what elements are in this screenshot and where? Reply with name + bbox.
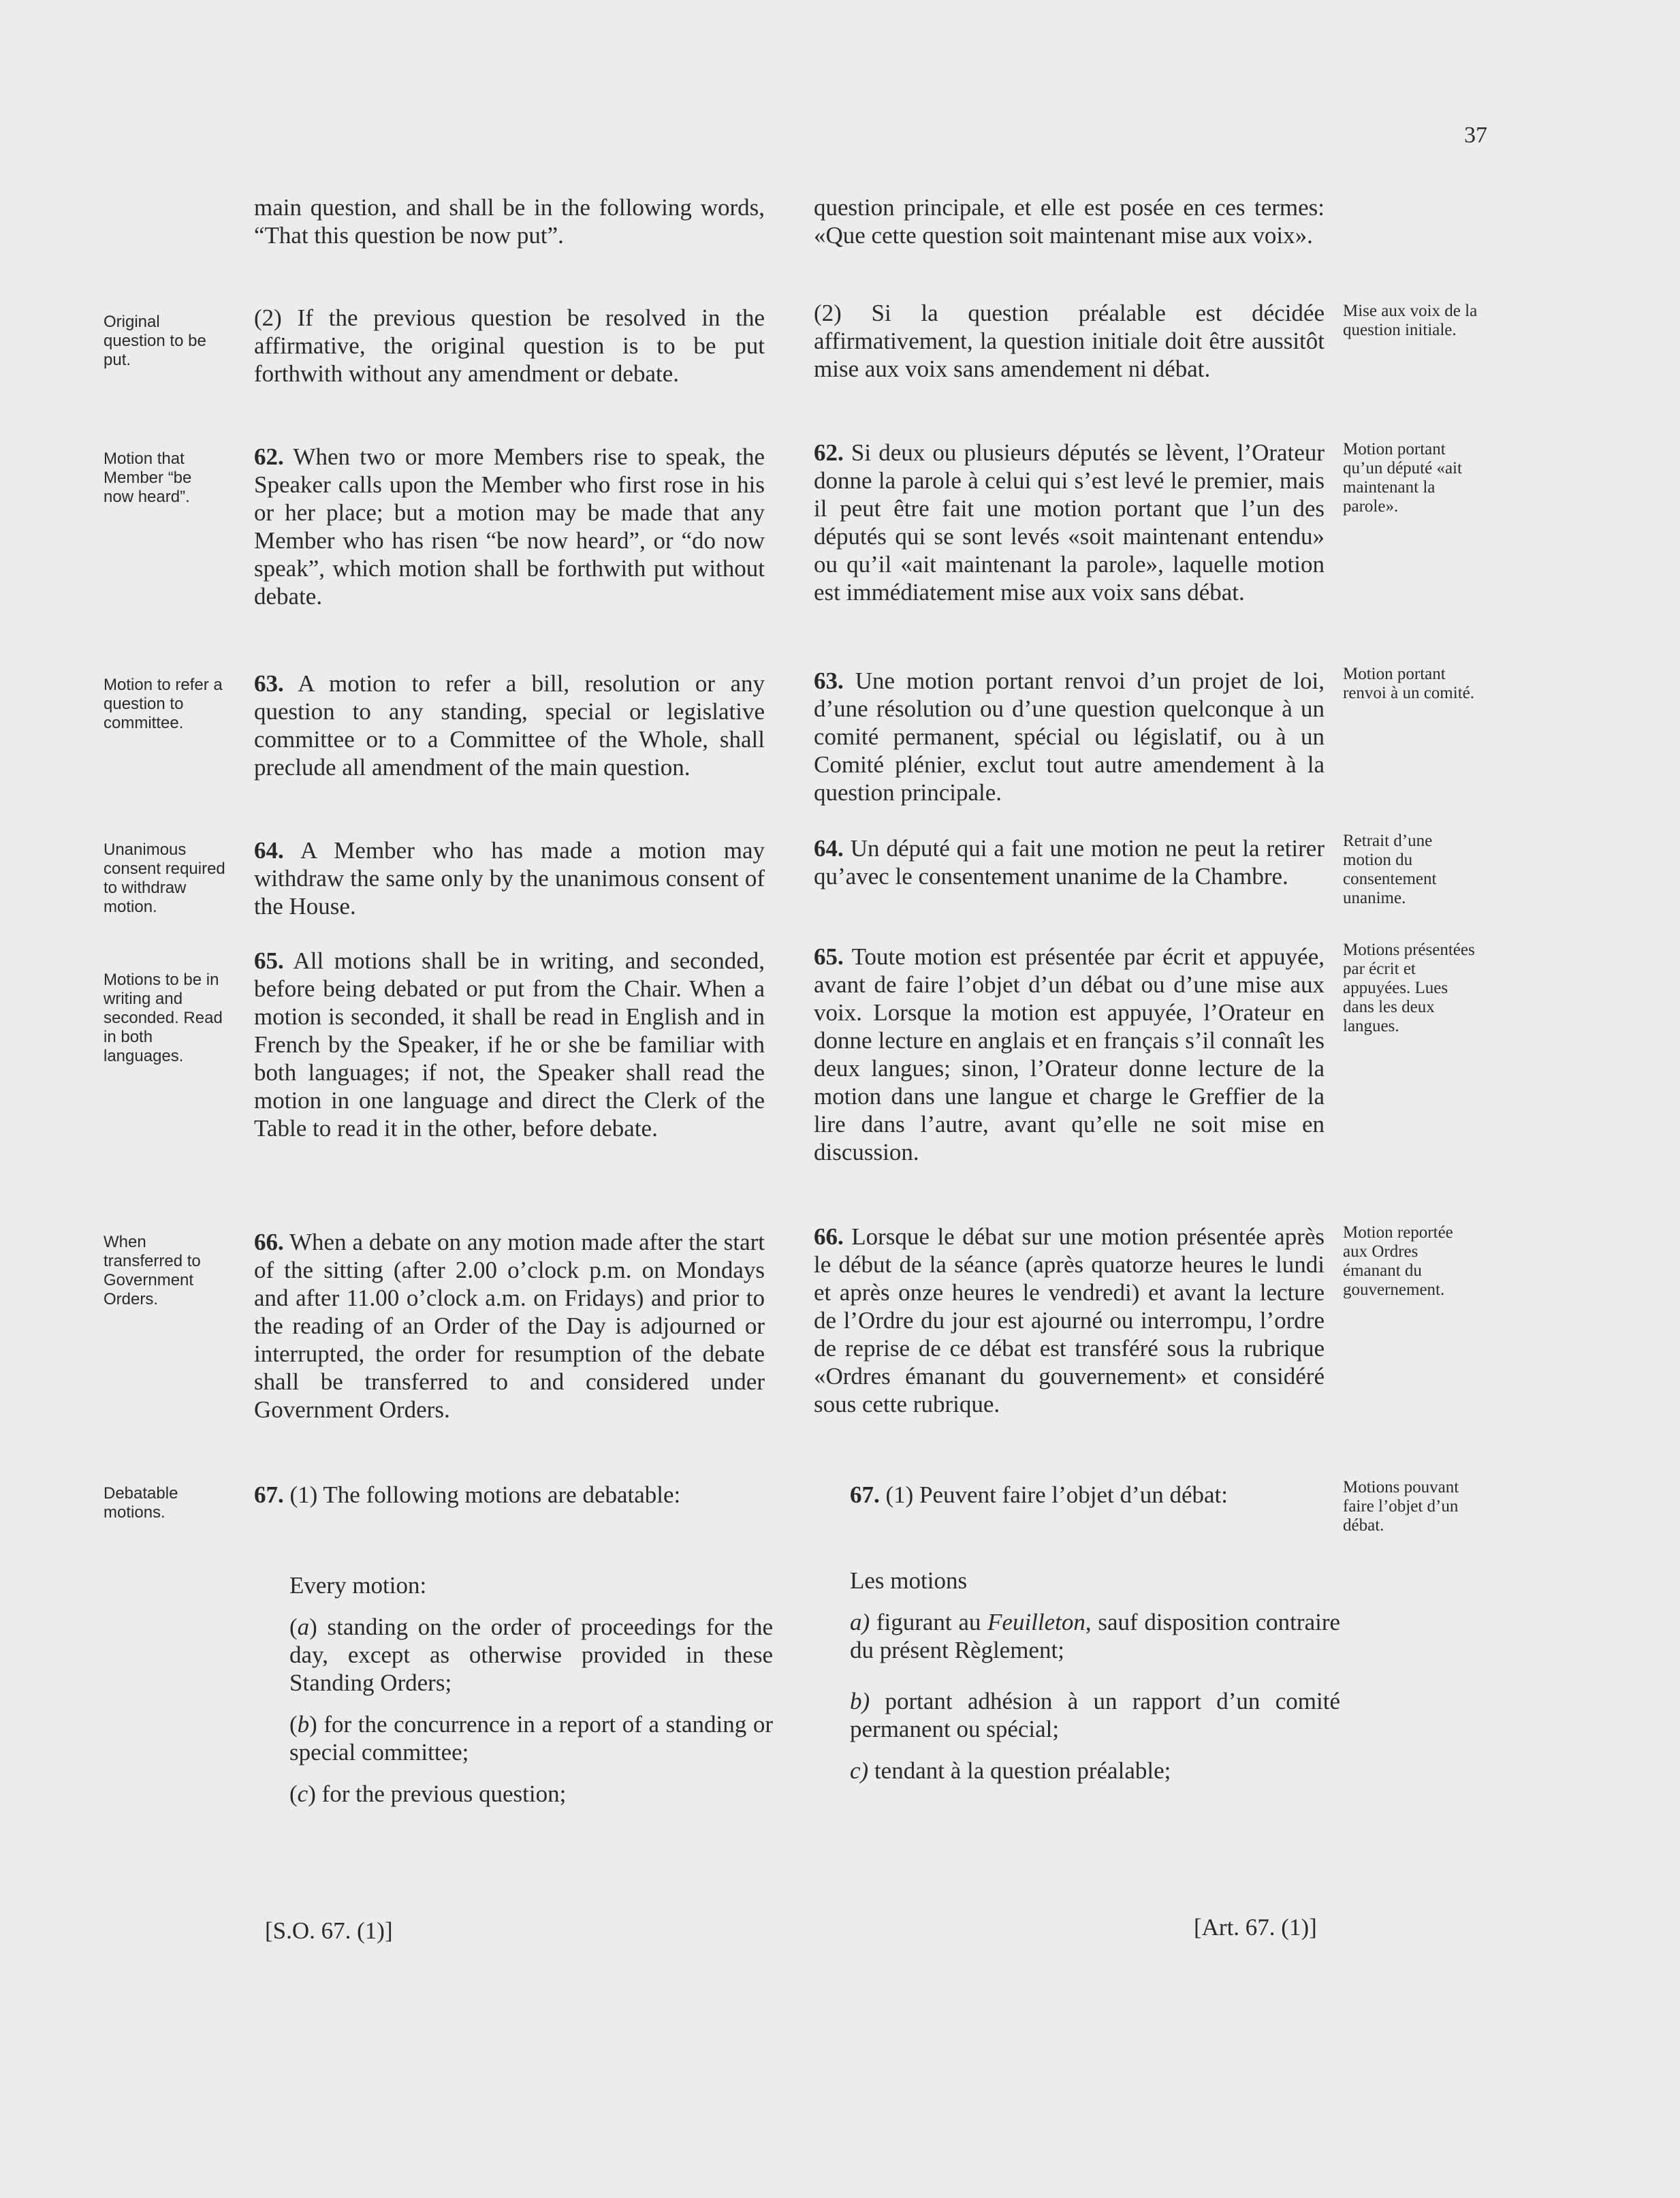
french-paragraph-62 — [814, 439, 1325, 606]
paragraph-number: 66. — [254, 1229, 284, 1255]
paragraph-number: 62. — [814, 439, 844, 466]
english-paragraph-67 — [254, 1481, 765, 1509]
item-text: , sauf disposition contraire du présent Règlement; — [850, 1609, 1341, 1663]
list-item — [850, 1608, 1340, 1664]
margin-note-right: Motion reportée aux Ordres émanant du gouvernement. — [1343, 1223, 1453, 1299]
paragraph-number: 63. — [814, 668, 844, 694]
paragraph-text: Lorsque le débat sur une motion présentée après le début de la séance (après quatorze heures le lundi et après onze heures le vendredi) et avant la lecture de l’Ordre du jour est ajourné ou interrompu, l’ordre de reprise de ce débat est transféré sous la rubrique «Ordres émanant du gouvernement» et considéré sous cette rubrique. — [814, 1223, 1325, 1417]
list-intro: Les motions — [850, 1567, 968, 1594]
margin-note-right: Mise aux voix de la question initiale. — [1343, 302, 1478, 339]
margin-note-right: Motions présentées par écrit et appuyées. Lues dans les deux langues. — [1343, 941, 1475, 1035]
paragraph-number: 65. — [254, 947, 284, 974]
item-label: a — [297, 1614, 310, 1640]
margin-note-left: Motion that Member “be now heard”. — [104, 450, 192, 506]
paragraph-text: (1) The following motions are debatable: — [289, 1481, 681, 1508]
french-paragraph-64 — [814, 834, 1325, 890]
french-paragraph-66 — [814, 1223, 1325, 1418]
paragraph-text: A Member who has made a motion may withdraw the same only by the unanimous consent of the House. — [254, 837, 765, 920]
paragraph-number: 64. — [814, 835, 844, 862]
paragraph-text: All motions shall be in writing, and seconded, before being debated or put from the Chair. When a motion is seconded, it shall be read in English and in French by the Speaker, if he or she be familiar with both languages; if not, the Speaker shall read the motion in one language and direct the Clerk of the Table to read it in the other, before debate. — [254, 947, 765, 1142]
paragraph-number: 67. — [254, 1481, 284, 1508]
margin-note-right: Motion portant renvoi à un comité. — [1343, 665, 1474, 702]
item-text: portant adhésion à un rapport d’un comité permanent ou spécial; — [850, 1688, 1340, 1742]
paragraph-number: 66. — [814, 1223, 844, 1250]
english-paragraph-62 — [254, 443, 765, 610]
paragraph-text: A motion to refer a bill, resolution or any question to any standing, special or legislative committee or to a Committee of the Whole, shall preclude all amendment of the main question. — [254, 670, 765, 781]
paragraph-text: Toute motion est présentée par écrit et appuyée, avant de faire l’objet d’un débat ou d’une mise aux voix. Lorsque la motion est appuyée, l’Orateur en donne lecture en anglais et en français s’il connaît les deux langues; sinon, l’Orateur donne lecture de la motion dans une langue et charge le Greffier de la lire dans l’autre, avant qu’elle ne soit mise en discussion. — [814, 943, 1325, 1165]
feuilleton-italic: Feuilleton — [987, 1609, 1085, 1635]
paragraph-text: Un député qui a fait une motion ne peut la retirer qu’avec le consentement unanime de la Chambre. — [814, 835, 1325, 890]
paragraph-text: When a debate on any motion made after the start of the sitting (after 2.00 o’clock p.m. on Mondays and after 11.00 o’clock a.m. on Fridays) and prior to the reading of an Order of the Day is adjourned or interrupted, the order for resumption of the debate shall be transferred to and considered under Government Orders. — [254, 1229, 765, 1423]
margin-note-right: Motions pouvant faire l’objet d’un débat. — [1343, 1478, 1459, 1535]
list-item: (b) for the concurrence in a report of a standing or special committee; — [289, 1711, 773, 1765]
english-paragraph-66 — [254, 1228, 765, 1424]
footer-reference-french: [Art. 67. (1)] — [1194, 1914, 1317, 1941]
paragraph-text: Une motion portant renvoi d’un projet de loi, d’une résolution ou d’une question quelconque à un comité permanent, spécial ou législatif, ou à un Comité plénier, exclut tout autre amendement à la question principale. — [814, 668, 1325, 806]
french-paragraph-61-2: (2) Si la question préalable est décidée affirmativement, la question initiale doit être aussitôt mise aux voix sans amendement ni débat. — [814, 300, 1325, 382]
item-label: b) — [850, 1688, 870, 1714]
paragraph-text: (1) Peuvent faire l’objet d’un débat: — [885, 1481, 1228, 1508]
english-paragraph-64 — [254, 836, 765, 920]
english-paragraph-65 — [254, 947, 765, 1142]
english-motion-list — [289, 1571, 773, 1821]
english-paragraph-continued: main question, and shall be in the following words, “That this question be now put”. — [254, 194, 765, 249]
item-text: standing on the order of proceedings for the day, except as otherwise provided in these Standing Orders; — [289, 1614, 774, 1696]
margin-note-left: Motions to be in writing and seconded. Read in both languages. — [104, 971, 223, 1065]
footer-reference-english: [S.O. 67. (1)] — [265, 1917, 393, 1944]
paragraph-number: 64. — [254, 837, 284, 864]
item-label: b — [297, 1711, 310, 1738]
english-paragraph-61-2: (2) If the previous question be resolved in the affirmative, the original question is to be put forthwith without any amendment or debate. — [254, 304, 765, 387]
paragraph-number: 63. — [254, 670, 284, 697]
margin-note-left: Original question to be put. — [104, 313, 206, 369]
item-label: a) — [850, 1609, 870, 1635]
english-paragraph-63 — [254, 670, 765, 781]
french-paragraph-63 — [814, 667, 1325, 806]
margin-note-left: Motion to refer a question to committee. — [104, 676, 223, 732]
french-motion-list — [850, 1567, 1340, 1798]
paragraph-number: 65. — [814, 943, 844, 970]
paragraph-text: Si deux ou plusieurs députés se lèvent, l’Orateur donne la parole à celui qui s’est levé le premier, mais il peut être fait une motion portant que l’un des députés qui se sont levés «soit maintenant entendu» ou qu’il «ait maintenant la parole», laquelle motion est immédiatement mise aux voix sans débat. — [814, 439, 1325, 606]
item-text: for the concurrence in a report of a standing or special committee; — [289, 1711, 773, 1765]
french-paragraph-67 — [850, 1481, 1327, 1509]
margin-note-left: Unanimous consent required to withdraw motion. — [104, 841, 225, 916]
margin-note-left: Debatable motions. — [104, 1484, 178, 1522]
list-item: (c) for the previous question; — [289, 1780, 567, 1807]
margin-note-right: Motion portant qu’un député «ait maintenant la parole». — [1343, 440, 1462, 516]
french-paragraph-65 — [814, 943, 1325, 1166]
list-item — [850, 1757, 1340, 1785]
margin-note-left: When transferred to Government Orders. — [104, 1233, 201, 1308]
paragraph-number: 62. — [254, 443, 284, 470]
french-paragraph-continued: question principale, et elle est posée en ces termes: «Que cette question soit maintenant mise aux voix». — [814, 194, 1325, 249]
item-label: c) — [850, 1757, 869, 1784]
margin-note-right: Retrait d’une motion du consentement unanime. — [1343, 832, 1437, 907]
paragraph-number: 67. — [850, 1481, 880, 1508]
item-text: tendant à la question préalable; — [874, 1757, 1171, 1784]
paragraph-text: When two or more Members rise to speak, the Speaker calls upon the Member who first rose in his or her place; but a motion may be made that any Member who has risen “be now heard”, or “do now speak”, which motion shall be forthwith put without debate. — [254, 443, 765, 610]
item-text: figurant au — [876, 1609, 981, 1635]
list-intro: Every motion: — [289, 1572, 427, 1599]
item-text: for the previous question; — [321, 1780, 567, 1807]
list-item — [850, 1687, 1340, 1743]
page-number: 37 — [1464, 123, 1487, 148]
list-item: (a) standing on the order of proceedings for the day, except as otherwise provided in these Standing Orders; — [289, 1614, 774, 1696]
item-label: c — [297, 1780, 308, 1807]
